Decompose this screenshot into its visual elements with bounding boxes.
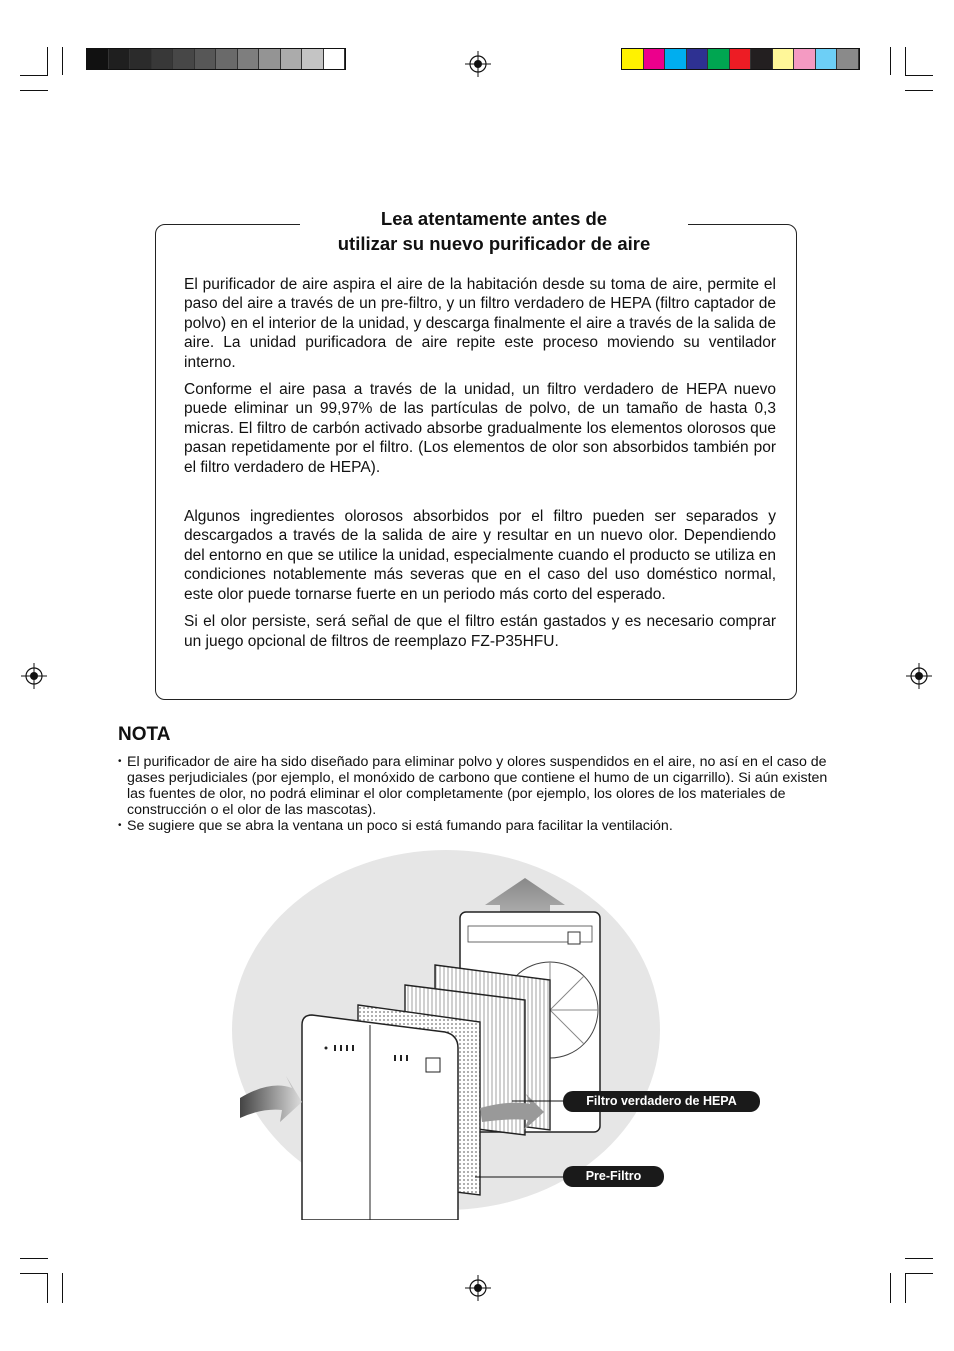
calibration-swatch <box>622 49 644 69</box>
calibration-swatch <box>837 49 859 69</box>
notice-title-line1: Lea atentamente antes de <box>380 208 608 229</box>
nota-list <box>118 754 842 834</box>
notice-title <box>300 206 688 256</box>
notice-paragraph: Algunos ingredientes olorosos absorbidos por el filtro pueden ser separados y descargados a través de la salida de aire y resultar en un nuevo olor. Dependiendo del entorno en que se utilice la unidad, especialmente cuando el producto se utiliza en condiciones notablemente más severas que en el caso del uso doméstico normal, este olor puede tornarse fuerte en un periodo más corto del esperado. <box>184 508 776 603</box>
calibration-swatch <box>216 49 238 69</box>
calibration-swatch <box>109 49 131 69</box>
notice-paragraph: Conforme el aire pasa a través de la unidad, un filtro verdadero de HEPA nuevo puede eliminar un 99,97% de las partículas de polvo, de un tamaño de hasta 0,3 micras. El filtro de carbón activado absorbe gradualmente los elementos olorosos que pasan repetidamente por el filtro. (Los elementos de olor son absorbidos también por el filtro verdadero de HEPA). <box>184 381 776 476</box>
calibration-swatch <box>238 49 260 69</box>
notice-paragraph: Si el olor persiste, será señal de que el filtro están gastados y es necesario comprar un juego opcional de filtros de reemplazo FZ-P35HFU. <box>184 613 776 650</box>
calibration-swatch <box>324 49 346 69</box>
calibration-swatch <box>302 49 324 69</box>
registration-mark-icon <box>906 663 932 689</box>
notice-title-line2: utilizar su nuevo purificador de aire <box>337 233 651 254</box>
calibration-swatch <box>708 49 730 69</box>
calibration-swatch <box>794 49 816 69</box>
color-calibration-bar <box>621 48 860 70</box>
registration-mark-icon <box>465 51 491 77</box>
nota-heading: NOTA <box>118 724 171 745</box>
label-pre-filter: Pre-Filtro <box>563 1166 664 1187</box>
calibration-swatch <box>195 49 217 69</box>
calibration-swatch <box>644 49 666 69</box>
calibration-swatch <box>687 49 709 69</box>
notice-paragraph: El purificador de aire aspira el aire de la habitación desde su toma de aire, permite el paso del aire a través de un pre-filtro, y un filtro verdadero de HEPA (filtro captador de polvo) en el interior de la unidad, y descarga finalmente el aire a través de la salida de aire. La unidad purificadora de aire repite este proceso moviendo su ventilador interno. <box>184 276 776 371</box>
calibration-swatch <box>281 49 303 69</box>
calibration-swatch <box>259 49 281 69</box>
list-item: • El purificador de aire ha sido diseñado para eliminar polvo y olores suspendidos en el aire, no así en el caso de gases perjudiciales (por ejemplo, el monóxido de carbono que contiene el humo de un cigarrillo). Si aún existen las fuentes de olor, no podrá eliminar el olor completamente (por ejemplo, los olores de los materiales de construcción o el olor de las mascotas). <box>118 754 842 818</box>
calibration-swatch <box>173 49 195 69</box>
list-item: • Se sugiere que se abra la ventana un poco si está fumando para facilitar la ventilación. <box>118 818 842 834</box>
calibration-swatch <box>816 49 838 69</box>
label-hepa-filter: Filtro verdadero de HEPA <box>563 1091 760 1112</box>
calibration-swatch <box>665 49 687 69</box>
air-purifier-exploded-diagram <box>230 850 770 1220</box>
calibration-swatch <box>130 49 152 69</box>
gray-calibration-bar <box>86 48 346 70</box>
calibration-swatch <box>152 49 174 69</box>
registration-mark-icon <box>465 1275 491 1301</box>
calibration-swatch <box>773 49 795 69</box>
notice-body <box>184 275 776 651</box>
calibration-swatch <box>730 49 752 69</box>
registration-mark-icon <box>21 663 47 689</box>
calibration-swatch <box>87 49 109 69</box>
calibration-swatch <box>751 49 773 69</box>
